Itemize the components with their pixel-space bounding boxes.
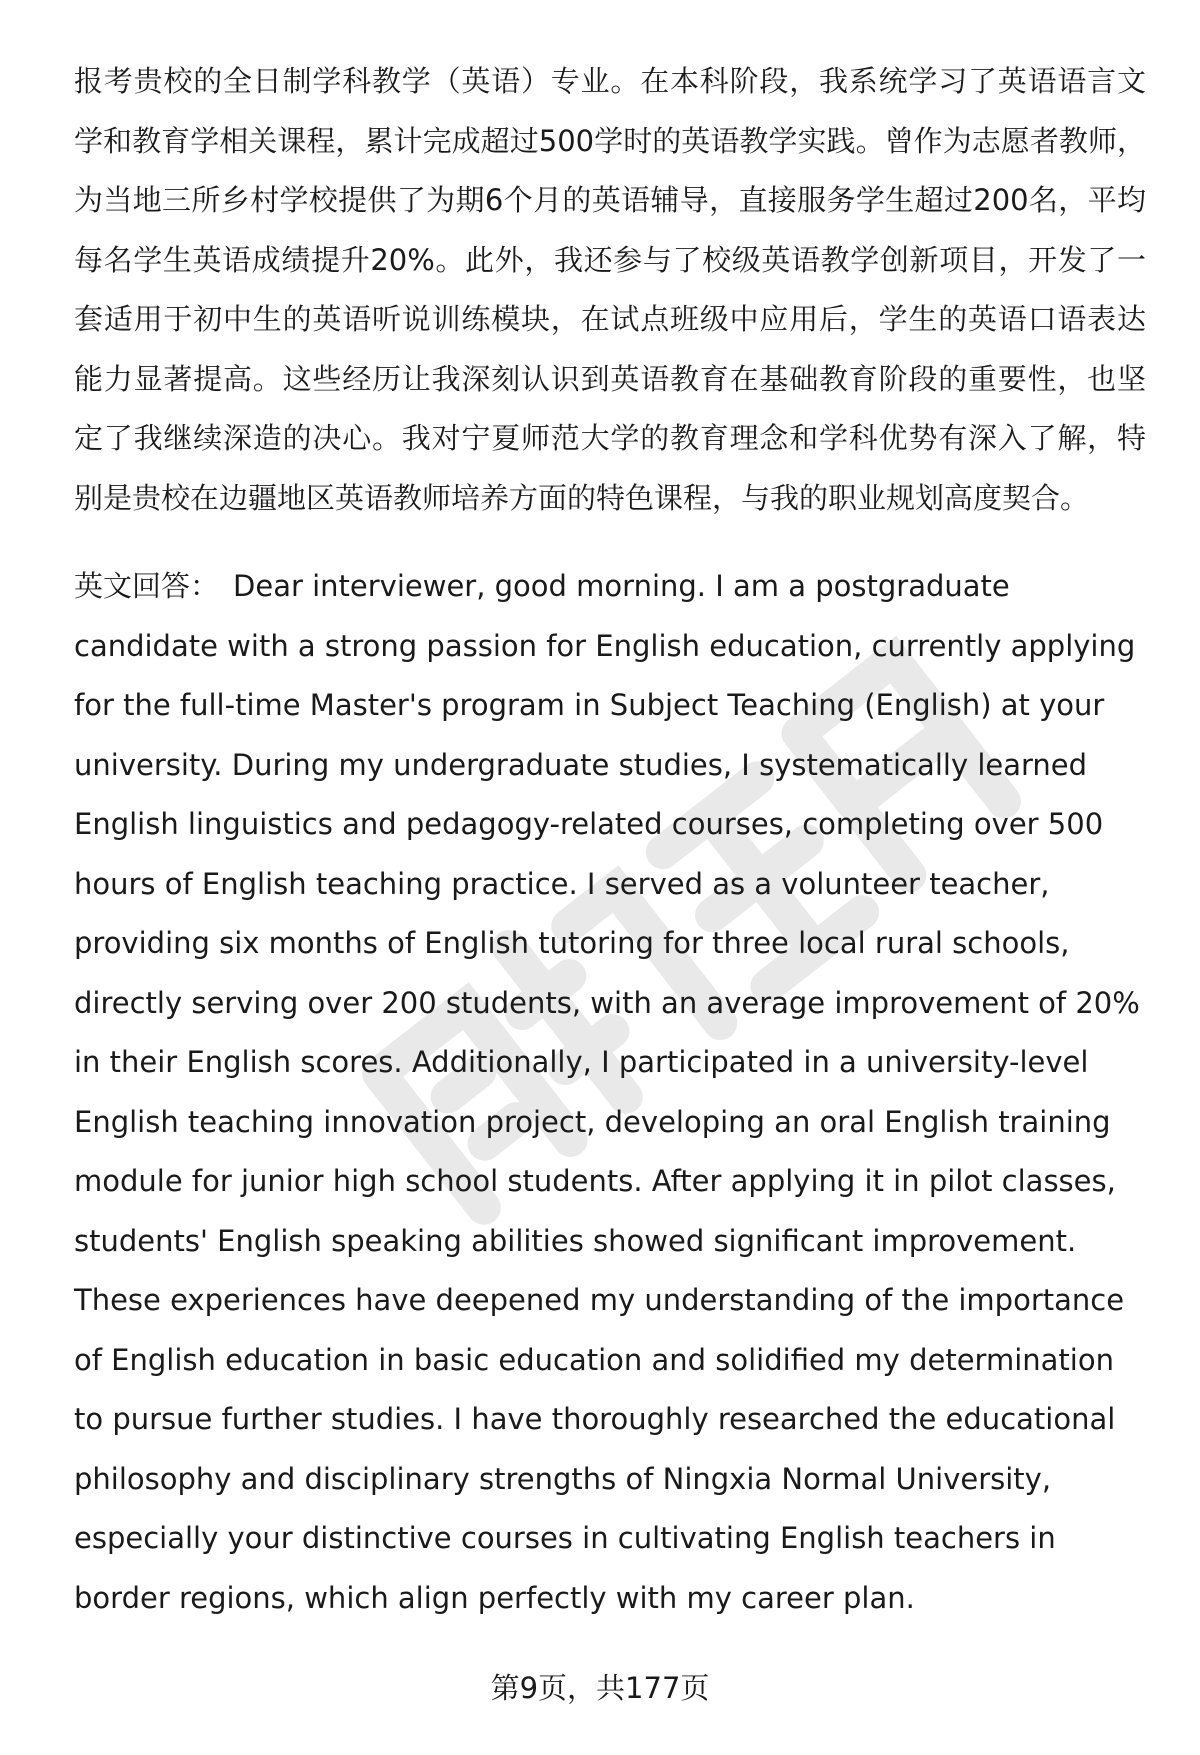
page-number-footer: 第9页，共177页 (490, 1671, 710, 1705)
english-answer-paragraph (74, 557, 1146, 1628)
english-answer-label: 英文回答： (74, 569, 220, 603)
page-content (74, 52, 1146, 1628)
english-answer-text: Dear interviewer, good morning. I am a postgraduate candidate with a strong passion for English education, currently applying for the full-time Master's program in Subject Teaching (English) at your university. During my undergraduate studies, I systematically learned English linguistics and pedagogy-related courses, completing over 500 hours of English teaching practice. I served as a volunteer teacher, providing six months of English tutoring for three local rural schools, directly serving over 200 students, with an average improvement of 20% in their English scores. Additionally, I participated in a university-level English teaching innovation project, developing an oral English training module for junior high school students. After applying it in pilot classes, students' English speaking abilities showed significant improvement. These experiences have deepened my understanding of the importance of English education in basic education and solidified my determination to pursue further studies. I have thoroughly researched the educational philosophy and disciplinary strengths of Ningxia Normal University, especially your distinctive courses in cultivating English teachers in border regions, which align perfectly with my career plan. (74, 569, 1140, 1615)
chinese-answer-paragraph: 报考贵校的全日制学科教学（英语）专业。在本科阶段，我系统学习了英语语言文学和教育学相关课程，累计完成超过500学时的英语教学实践。曾作为志愿者教师，为当地三所乡村学校提供了为期6个月的英语辅导，直接服务学生超过200名，平均每名学生英语成绩提升20%。此外，我还参与了校级英语教学创新项目，开发了一套适用于初中生的英语听说训练模块，在试点班级中应用后，学生的英语口语表达能力显著提高。这些经历让我深刻认识到英语教育在基础教育阶段的重要性，也坚定了我继续深造的决心。我对宁夏师范大学的教育理念和学科优势有深入了解，特别是贵校在边疆地区英语教师培养方面的特色课程，与我的职业规划高度契合。 (74, 64, 1146, 515)
